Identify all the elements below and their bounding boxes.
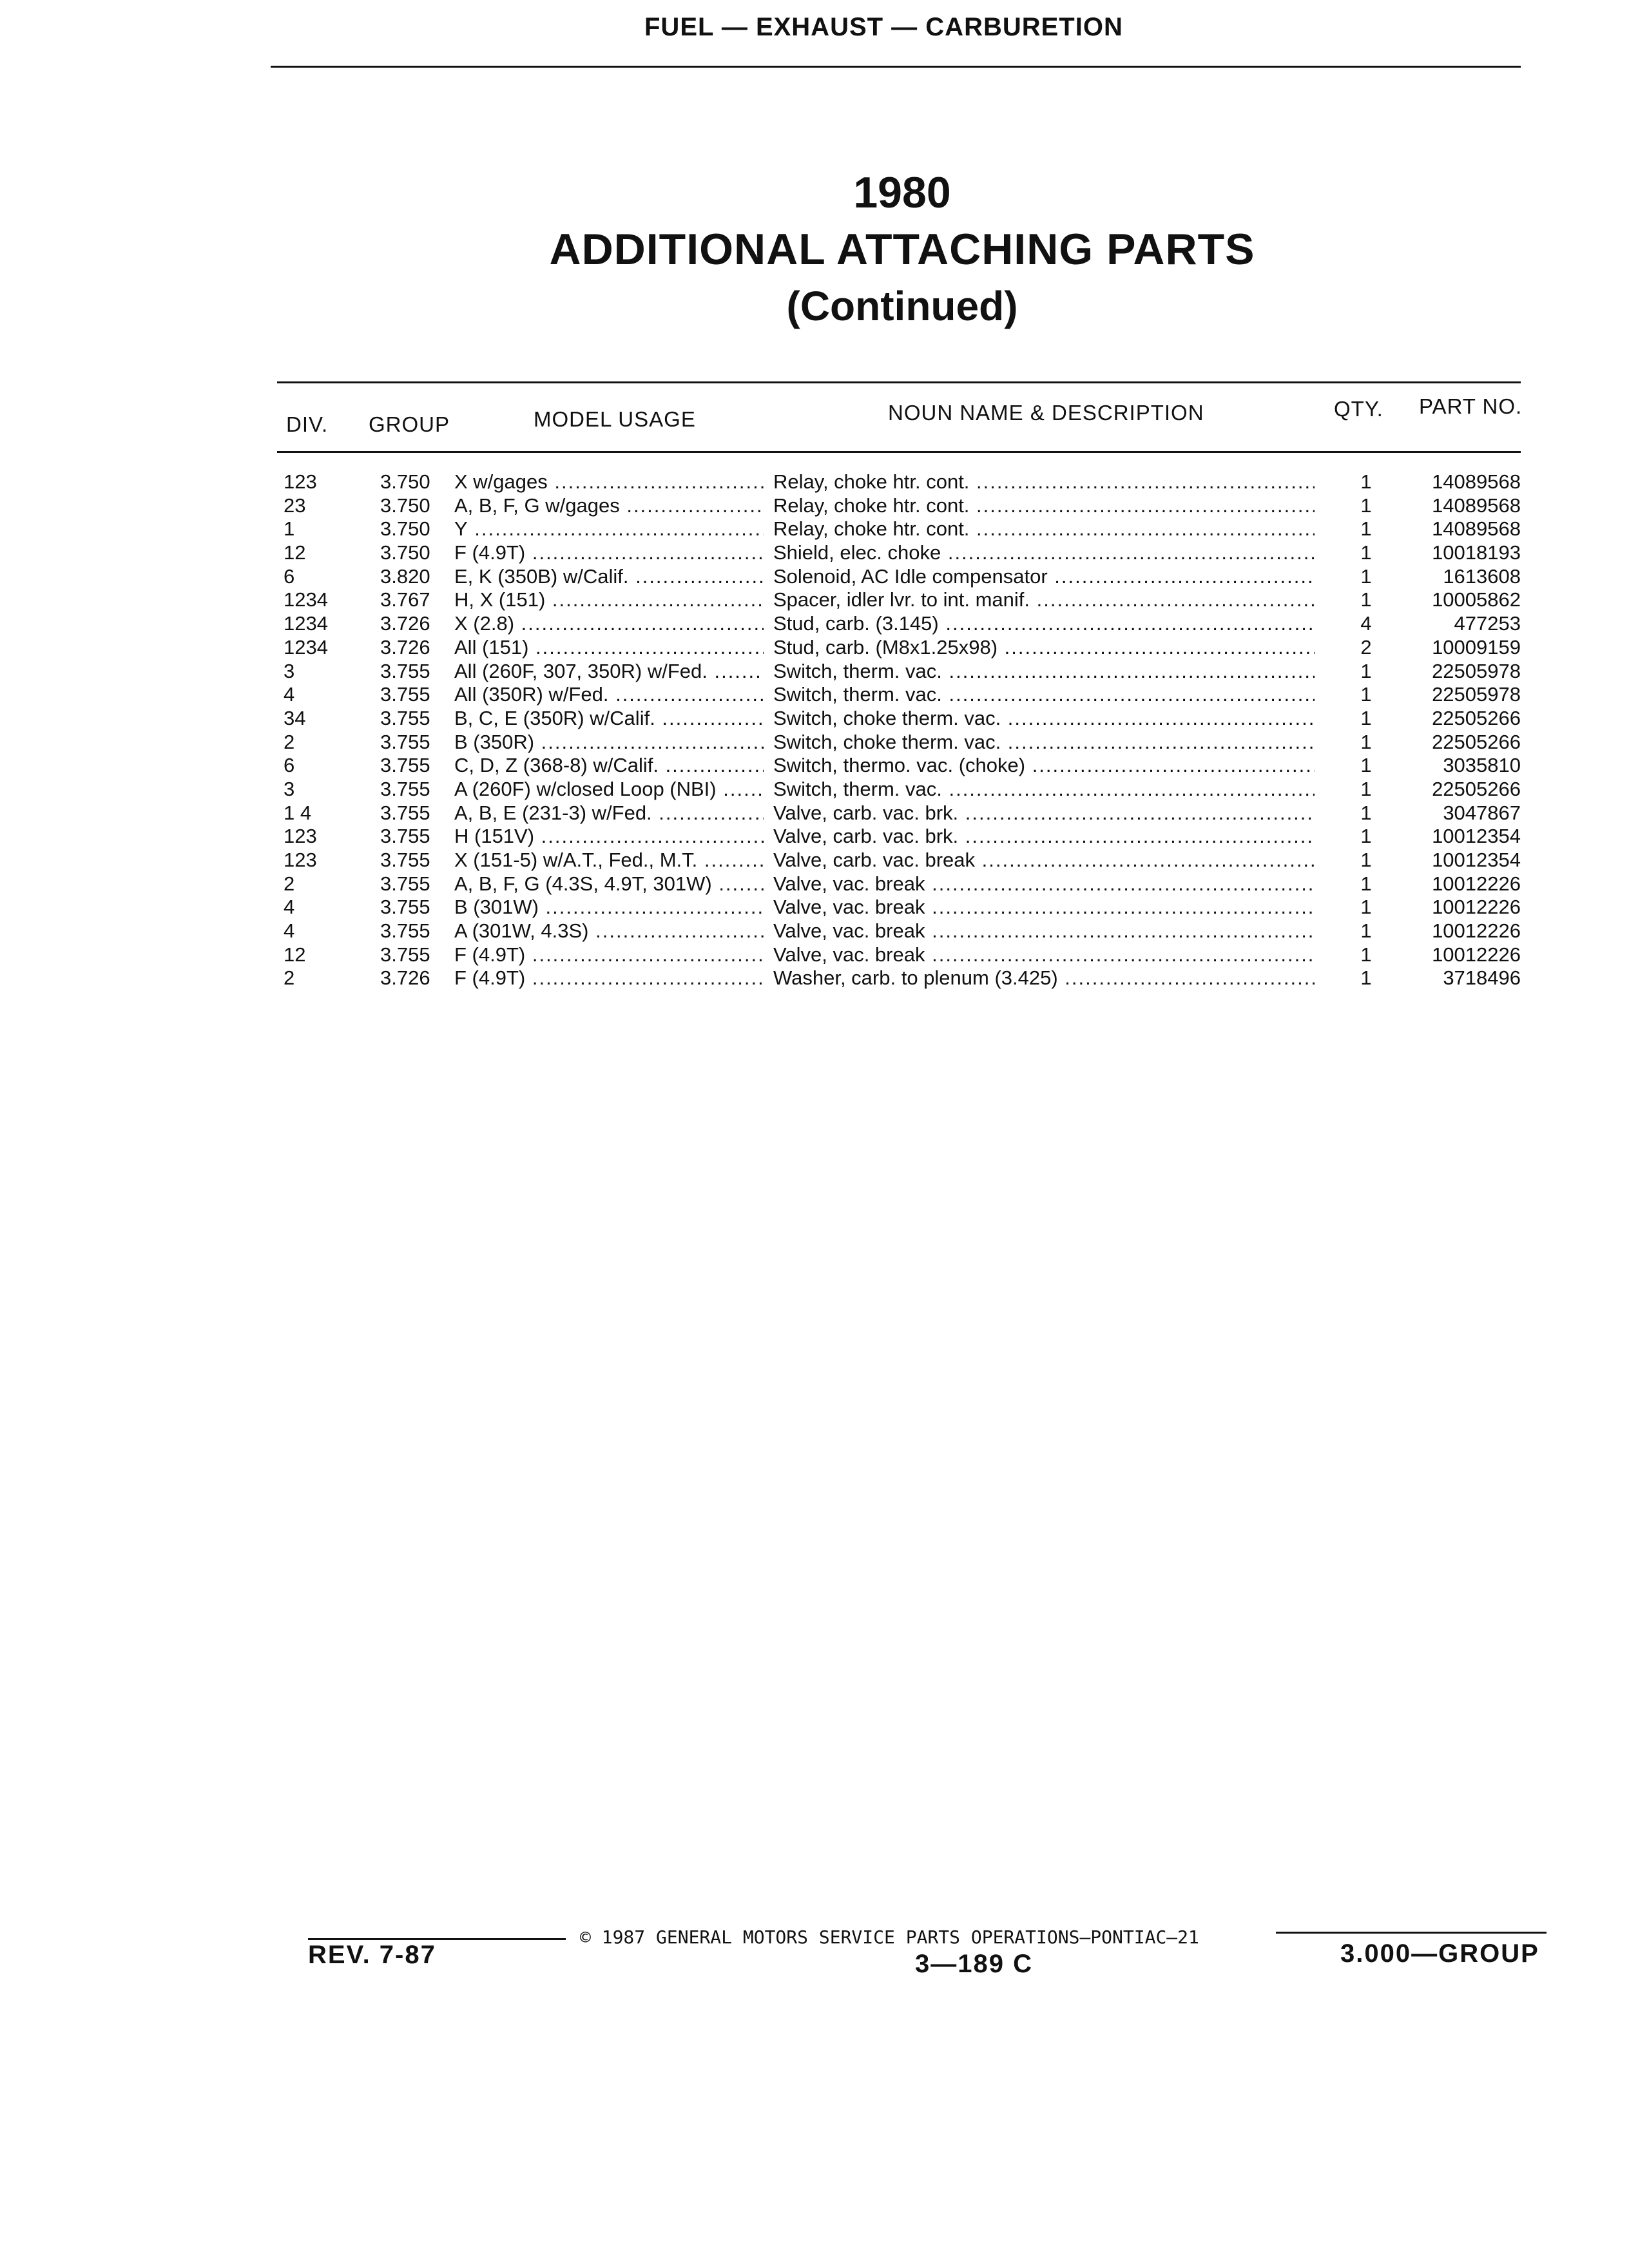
cell-description: Switch, choke therm. vac. ..... (773, 731, 1315, 754)
cell-description: Valve, carb. vac. break ..... (773, 849, 1315, 872)
footer-group: 3.000—GROUP (1340, 1939, 1539, 1968)
cell-group: 3.750 (380, 494, 430, 517)
cell-model-usage: X (2.8) ..... (454, 612, 764, 635)
cell-qty: 1 (1360, 872, 1372, 895)
title-subtitle: (Continued) (786, 283, 1018, 329)
table-row (0, 778, 1629, 802)
cell-part-number: 10012226 (1432, 919, 1521, 943)
cell-div: 3 (284, 659, 295, 682)
cell-model-usage: A, B, E (231-3) w/Fed. ..... (454, 802, 764, 825)
cell-model-usage: C, D, Z (368-8) w/Calif. ..... (454, 754, 764, 777)
cell-part-number: 22505266 (1432, 730, 1521, 753)
page-title: ADDITIONAL ATTACHING PARTS (549, 225, 1255, 274)
cell-description: Relay, choke htr. cont. ..... (773, 517, 1315, 541)
cell-part-number: 1613608 (1443, 564, 1521, 588)
cell-part-number: 10005862 (1432, 588, 1521, 611)
cell-model-usage: B (350R) ..... (454, 731, 764, 754)
section-header: FUEL — EXHAUST — CARBURETION (644, 13, 1123, 41)
cell-div: 6 (284, 564, 295, 588)
cell-part-number: 3718496 (1443, 966, 1521, 990)
cell-group: 3.750 (380, 470, 430, 493)
cell-model-usage: All (350R) w/Fed. ..... (454, 683, 764, 706)
cell-part-number: 22505978 (1432, 659, 1521, 682)
cell-div: 1 4 (284, 801, 312, 824)
cell-qty: 1 (1360, 754, 1372, 777)
cell-div: 1234 (284, 612, 328, 635)
cell-qty: 1 (1360, 896, 1372, 919)
cell-group: 3.726 (380, 635, 430, 658)
cell-div: 34 (284, 706, 306, 729)
cell-description: Washer, carb. to plenum (3.425) ..... (773, 966, 1315, 990)
cell-group: 3.755 (380, 777, 430, 800)
cell-model-usage: F (4.9T) ..... (454, 966, 764, 990)
table-row (0, 943, 1629, 967)
table-row (0, 802, 1629, 825)
table-row (0, 683, 1629, 707)
cell-qty: 1 (1360, 541, 1372, 564)
cell-model-usage: X (151-5) w/A.T., Fed., M.T. ..... (454, 849, 764, 872)
cell-div: 4 (284, 683, 295, 706)
cell-part-number: 22505266 (1432, 777, 1521, 800)
cell-group: 3.755 (380, 849, 430, 871)
cell-description: Switch, therm. vac. ..... (773, 683, 1315, 706)
cell-group: 3.755 (380, 706, 430, 729)
cell-div: 12 (284, 541, 306, 564)
cell-model-usage: H, X (151) ..... (454, 588, 764, 611)
column-header-noun: NOUN NAME & DESCRIPTION (888, 401, 1204, 425)
cell-group: 3.755 (380, 754, 430, 777)
table-row (0, 541, 1629, 565)
cell-description: Shield, elec. choke ..... (773, 541, 1315, 564)
table-row (0, 636, 1629, 660)
cell-div: 6 (284, 754, 295, 777)
cell-model-usage: H (151V) ..... (454, 825, 764, 848)
table-row (0, 660, 1629, 684)
cell-group: 3.767 (380, 588, 430, 611)
cell-group: 3.755 (380, 683, 430, 706)
cell-part-number: 10012354 (1432, 825, 1521, 848)
cell-qty: 2 (1360, 635, 1372, 658)
cell-part-number: 10012226 (1432, 943, 1521, 966)
cell-model-usage: All (151) ..... (454, 636, 764, 659)
cell-group: 3.755 (380, 896, 430, 919)
cell-part-number: 14089568 (1432, 517, 1521, 541)
cell-div: 23 (284, 494, 306, 517)
cell-group: 3.726 (380, 966, 430, 990)
table-row (0, 565, 1629, 589)
cell-part-number: 10012354 (1432, 849, 1521, 871)
cell-qty: 1 (1360, 494, 1372, 517)
cell-description: Solenoid, AC Idle compensator ..... (773, 565, 1315, 588)
cell-model-usage: B, C, E (350R) w/Calif. ..... (454, 707, 764, 730)
cell-group: 3.755 (380, 943, 430, 966)
table-row (0, 896, 1629, 919)
cell-model-usage: E, K (350B) w/Calif. ..... (454, 565, 764, 588)
cell-div: 1234 (284, 588, 328, 611)
table-row (0, 494, 1629, 518)
table-row (0, 731, 1629, 754)
cell-qty: 1 (1360, 706, 1372, 729)
cell-description: Valve, vac. break ..... (773, 896, 1315, 919)
table-row (0, 470, 1629, 494)
footer-revision: REV. 7-87 (308, 1941, 436, 1969)
column-header-group: GROUP (369, 412, 450, 436)
footer-rule-right (1276, 1932, 1547, 1934)
cell-part-number: 3047867 (1443, 801, 1521, 824)
cell-qty: 1 (1360, 966, 1372, 990)
cell-group: 3.750 (380, 517, 430, 541)
cell-qty: 1 (1360, 683, 1372, 706)
cell-description: Switch, therm. vac. ..... (773, 660, 1315, 683)
cell-div: 1234 (284, 635, 328, 658)
cell-part-number: 3035810 (1443, 754, 1521, 777)
column-header-part: PART NO. (1419, 394, 1523, 418)
cell-part-number: 10018193 (1432, 541, 1521, 564)
cell-part-number: 22505978 (1432, 683, 1521, 706)
cell-div: 123 (284, 825, 317, 848)
cell-description: Valve, carb. vac. brk. ..... (773, 802, 1315, 825)
cell-part-number: 10012226 (1432, 872, 1521, 895)
cell-div: 12 (284, 943, 306, 966)
cell-div: 1 (284, 517, 295, 541)
cell-part-number: 10009159 (1432, 635, 1521, 658)
table-row (0, 612, 1629, 636)
cell-qty: 1 (1360, 943, 1372, 966)
column-header-model: MODEL USAGE (534, 407, 696, 431)
cell-model-usage: Y ..... (454, 517, 764, 541)
cell-qty: 1 (1360, 801, 1372, 824)
cell-group: 3.820 (380, 564, 430, 588)
cell-model-usage: A (301W, 4.3S) ..... (454, 919, 764, 943)
column-header-qty: QTY. (1334, 397, 1383, 421)
cell-div: 2 (284, 966, 295, 990)
cell-description: Valve, vac. break ..... (773, 943, 1315, 966)
header-rule (271, 66, 1521, 68)
cell-part-number: 22505266 (1432, 706, 1521, 729)
cell-group: 3.755 (380, 659, 430, 682)
cell-description: Relay, choke htr. cont. ..... (773, 494, 1315, 517)
cell-model-usage: A, B, F, G (4.3S, 4.9T, 301W) ..... (454, 872, 764, 896)
cell-div: 123 (284, 849, 317, 871)
table-row (0, 825, 1629, 849)
cell-description: Valve, carb. vac. brk. ..... (773, 825, 1315, 848)
cell-part-number: 14089568 (1432, 470, 1521, 493)
parts-table (0, 470, 1629, 990)
table-top-rule (277, 381, 1521, 383)
footer-page-number: 3—189 C (915, 1950, 1033, 1978)
cell-qty: 1 (1360, 588, 1372, 611)
cell-group: 3.750 (380, 541, 430, 564)
table-row (0, 849, 1629, 872)
cell-description: Relay, choke htr. cont. ..... (773, 470, 1315, 494)
cell-qty: 1 (1360, 777, 1372, 800)
cell-div: 2 (284, 872, 295, 895)
table-row (0, 707, 1629, 731)
cell-qty: 1 (1360, 517, 1372, 541)
cell-model-usage: F (4.9T) ..... (454, 943, 764, 966)
cell-qty: 1 (1360, 659, 1372, 682)
table-row (0, 517, 1629, 541)
cell-model-usage: B (301W) ..... (454, 896, 764, 919)
cell-description: Valve, vac. break ..... (773, 872, 1315, 896)
cell-group: 3.755 (380, 825, 430, 848)
column-header-div: DIV. (286, 412, 329, 436)
cell-part-number: 10012226 (1432, 896, 1521, 919)
cell-qty: 1 (1360, 730, 1372, 753)
cell-div: 3 (284, 777, 295, 800)
cell-qty: 1 (1360, 825, 1372, 848)
cell-qty: 4 (1360, 612, 1372, 635)
cell-description: Spacer, idler lvr. to int. manif. ..... (773, 588, 1315, 611)
cell-group: 3.755 (380, 872, 430, 895)
cell-div: 123 (284, 470, 317, 493)
footer-copyright: © 1987 GENERAL MOTORS SERVICE PARTS OPERATIONS—PONTIAC—21 (580, 1927, 1199, 1948)
table-row (0, 754, 1629, 778)
title-block (451, 164, 1353, 334)
cell-description: Switch, thermo. vac. (choke) ..... (773, 754, 1315, 777)
cell-div: 4 (284, 896, 295, 919)
cell-model-usage: A, B, F, G w/gages ..... (454, 494, 764, 517)
cell-model-usage: X w/gages ..... (454, 470, 764, 494)
cell-div: 4 (284, 919, 295, 943)
cell-model-usage: F (4.9T) ..... (454, 541, 764, 564)
cell-qty: 1 (1360, 564, 1372, 588)
cell-part-number: 14089568 (1432, 494, 1521, 517)
table-row (0, 919, 1629, 943)
cell-description: Valve, vac. break ..... (773, 919, 1315, 943)
cell-model-usage: A (260F) w/closed Loop (NBI) ..... (454, 778, 764, 801)
cell-group: 3.755 (380, 801, 430, 824)
cell-model-usage: All (260F, 307, 350R) w/Fed. ..... (454, 660, 764, 683)
table-row (0, 872, 1629, 896)
cell-description: Stud, carb. (M8x1.25x98) ..... (773, 636, 1315, 659)
table-header-rule (277, 451, 1521, 453)
cell-div: 2 (284, 730, 295, 753)
table-row (0, 966, 1629, 990)
title-year: 1980 (853, 168, 951, 217)
cell-description: Switch, therm. vac. ..... (773, 778, 1315, 801)
footer-rule-left (308, 1938, 566, 1940)
cell-description: Stud, carb. (3.145) ..... (773, 612, 1315, 635)
cell-description: Switch, choke therm. vac. ..... (773, 707, 1315, 730)
cell-group: 3.755 (380, 919, 430, 943)
cell-part-number: 477253 (1454, 612, 1521, 635)
cell-group: 3.726 (380, 612, 430, 635)
cell-qty: 1 (1360, 470, 1372, 493)
cell-qty: 1 (1360, 919, 1372, 943)
cell-qty: 1 (1360, 849, 1372, 871)
table-row (0, 588, 1629, 612)
cell-group: 3.755 (380, 730, 430, 753)
